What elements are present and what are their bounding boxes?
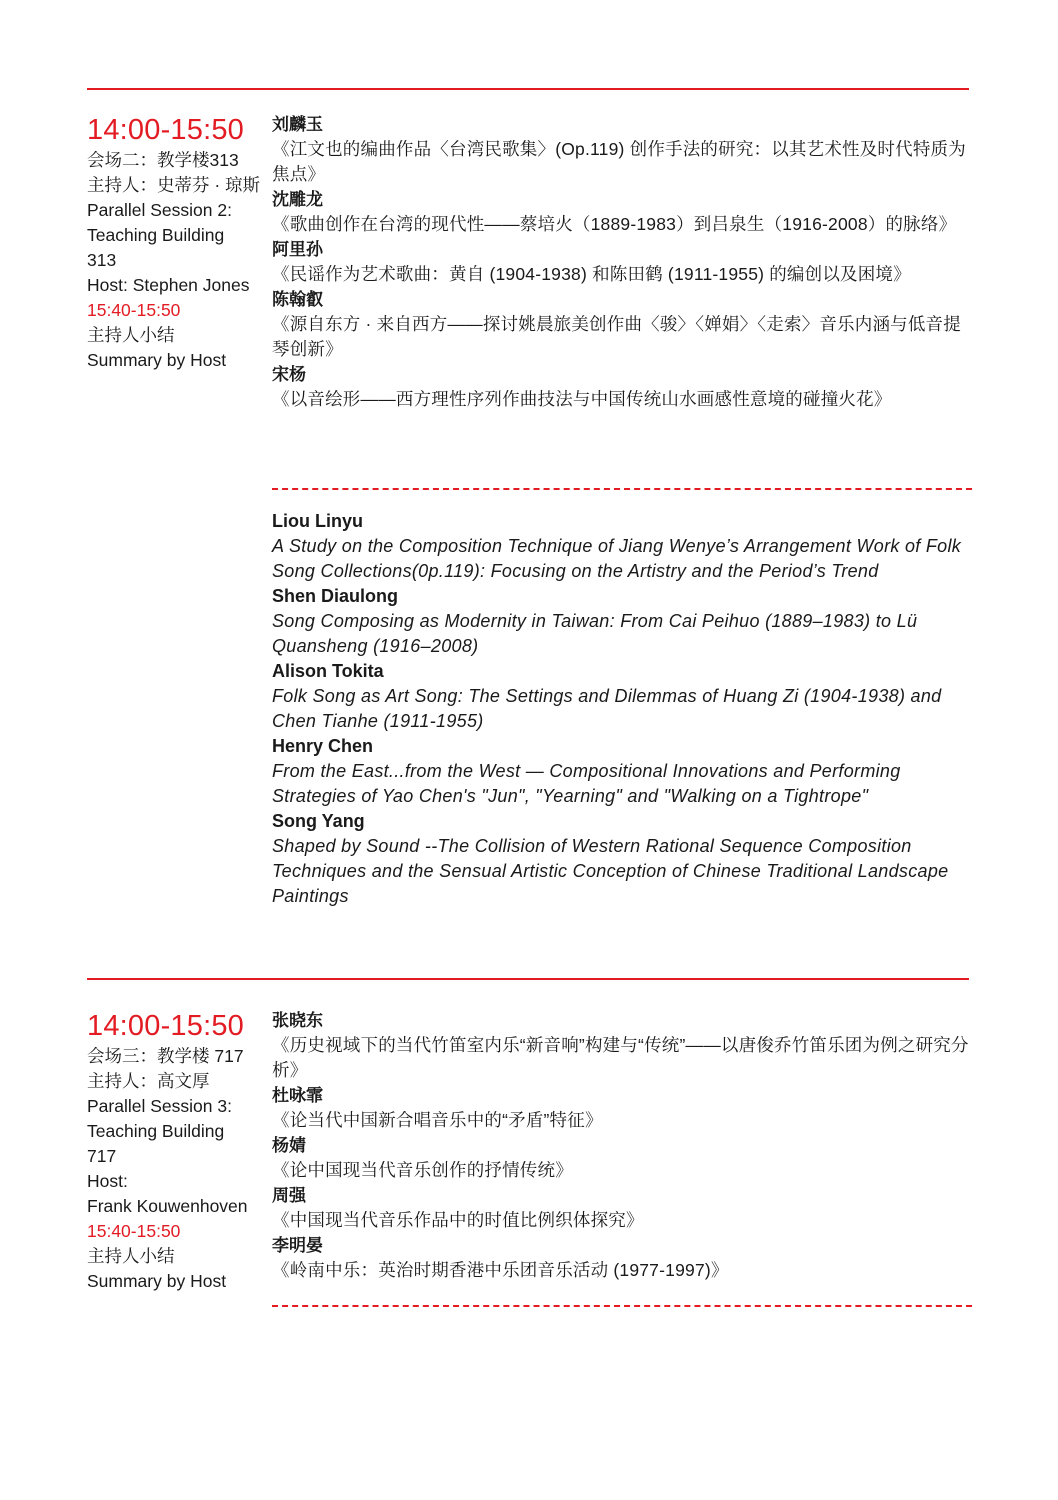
paper-title: 《民谣作为艺术歌曲：黄自 (1904-1938) 和陈田鹤 (1911-1955) 的编创以及困境》 [272,264,911,284]
paper-item [272,1083,972,1133]
paper-title: Song Composing as Modernity in Taiwan: From Cai Peihuo (1889–1983) to Lü Quansheng (1916–2008) [272,611,918,656]
presenter-name: 沈雕龙 [272,190,323,209]
paper-item [272,112,972,187]
paper-item [272,1008,972,1083]
presenter-name: Liou Linyu [272,511,363,531]
presenter-name: 宋杨 [272,365,306,384]
paper-item [272,287,972,362]
host-en-name: Frank Kouwenhoven [87,1196,248,1216]
presenter-name: Song Yang [272,811,365,831]
paper-title: 《岭南中乐：英治时期香港中乐团音乐活动 (1977-1997)》 [272,1260,729,1280]
session-3-info [87,1008,273,1294]
paper-item [272,509,972,584]
presenter-name: Shen Diaulong [272,586,398,606]
host-zh: 主持人：史蒂芬 · 琼斯 [87,175,261,195]
session-2-info [87,112,273,373]
summary-zh: 主持人小结 [87,325,175,345]
dashed-divider [272,1305,972,1307]
paper-title: 《中国现当代音乐作品中的时值比例织体探究》 [272,1210,644,1230]
paper-item [272,237,972,287]
paper-item [272,1183,972,1233]
paper-item [272,362,972,412]
summary-time: 15:40-15:50 [87,300,181,320]
venue-zh: 会场二：教学楼313 [87,150,239,170]
host-en: Host: Stephen Jones [87,275,250,295]
paper-title: A Study on the Composition Technique of Jiang Wenye’s Arrangement Work of Folk Song Collections(0p.119): Focusing on the Artistry and the Period’s Trend [272,536,962,581]
venue-zh: 会场三：教学楼 717 [87,1046,244,1066]
session-en: Parallel Session 2: Teaching Building 313 [87,200,232,270]
paper-item [272,734,972,809]
paper-title: 《江文也的编曲作品〈台湾民歌集〉(Op.119) 创作手法的研究：以其艺术性及时代特质为焦点》 [272,139,966,184]
paper-item [272,1233,972,1283]
presenter-name: 刘麟玉 [272,115,323,134]
session-en: Parallel Session 3: Teaching Building 717 [87,1096,232,1166]
presenter-name: 李明晏 [272,1236,323,1255]
presenter-name: 杜咏霏 [272,1086,323,1105]
host-zh: 主持人：高文厚 [87,1071,210,1091]
summary-zh: 主持人小结 [87,1246,175,1266]
host-en-label: Host: [87,1171,128,1191]
section-divider [87,978,969,980]
paper-item [272,187,972,237]
top-divider [87,88,969,90]
paper-item [272,584,972,659]
paper-title: 《论当代中国新合唱音乐中的“矛盾”特征》 [272,1110,603,1130]
paper-title: Shaped by Sound --The Collision of Western Rational Sequence Composition Techniques and the Sensual Artistic Conception of Chinese Traditional Landscape Paintings [272,836,949,906]
presenter-name: 杨婧 [272,1136,306,1155]
presenter-name: 周强 [272,1186,306,1205]
presenter-name: 阿里孙 [272,240,323,259]
paper-item [272,1133,972,1183]
session-time: 14:00-15:50 [87,114,244,146]
paper-title: 《历史视域下的当代竹笛室内乐“新音响”构建与“传统”——以唐俊乔竹笛乐团为例之研究分析》 [272,1035,969,1080]
session-2-papers-en [272,509,972,909]
presenter-name: Henry Chen [272,736,374,756]
paper-title: 《源自东方 · 来自西方——探讨姚晨旅美创作曲〈骏〉〈婵娟〉〈走索〉音乐内涵与低音提琴创新》 [272,314,961,359]
summary-time: 15:40-15:50 [87,1221,181,1241]
paper-title: Folk Song as Art Song: The Settings and Dilemmas of Huang Zi (1904-1938) and Chen Tianhe (1911-1955) [272,686,942,731]
session-time: 14:00-15:50 [87,1010,244,1042]
paper-title: 《以音绘形——西方理性序列作曲技法与中国传统山水画感性意境的碰撞火花》 [272,389,892,409]
paper-title: 《歌曲创作在台湾的现代性——蔡培火（1889-1983）到吕泉生（1916-2008）的脉络》 [272,214,957,234]
paper-title: From the East...from the West — Compositional Innovations and Performing Strategies of Yao Chen's "Jun", "Yearning" and "Walking on a Tightrope" [272,761,901,806]
paper-item [272,659,972,734]
paper-item [272,809,972,909]
presenter-name: Alison Tokita [272,661,384,681]
session-3-papers-zh [272,1008,972,1283]
session-2-papers-zh [272,112,972,412]
summary-en: Summary by Host [87,1271,227,1291]
presenter-name: 陈翰叡 [272,290,323,309]
presenter-name: 张晓东 [272,1011,323,1030]
summary-en: Summary by Host [87,350,227,370]
paper-title: 《论中国现当代音乐创作的抒情传统》 [272,1160,573,1180]
dashed-divider [272,488,972,490]
